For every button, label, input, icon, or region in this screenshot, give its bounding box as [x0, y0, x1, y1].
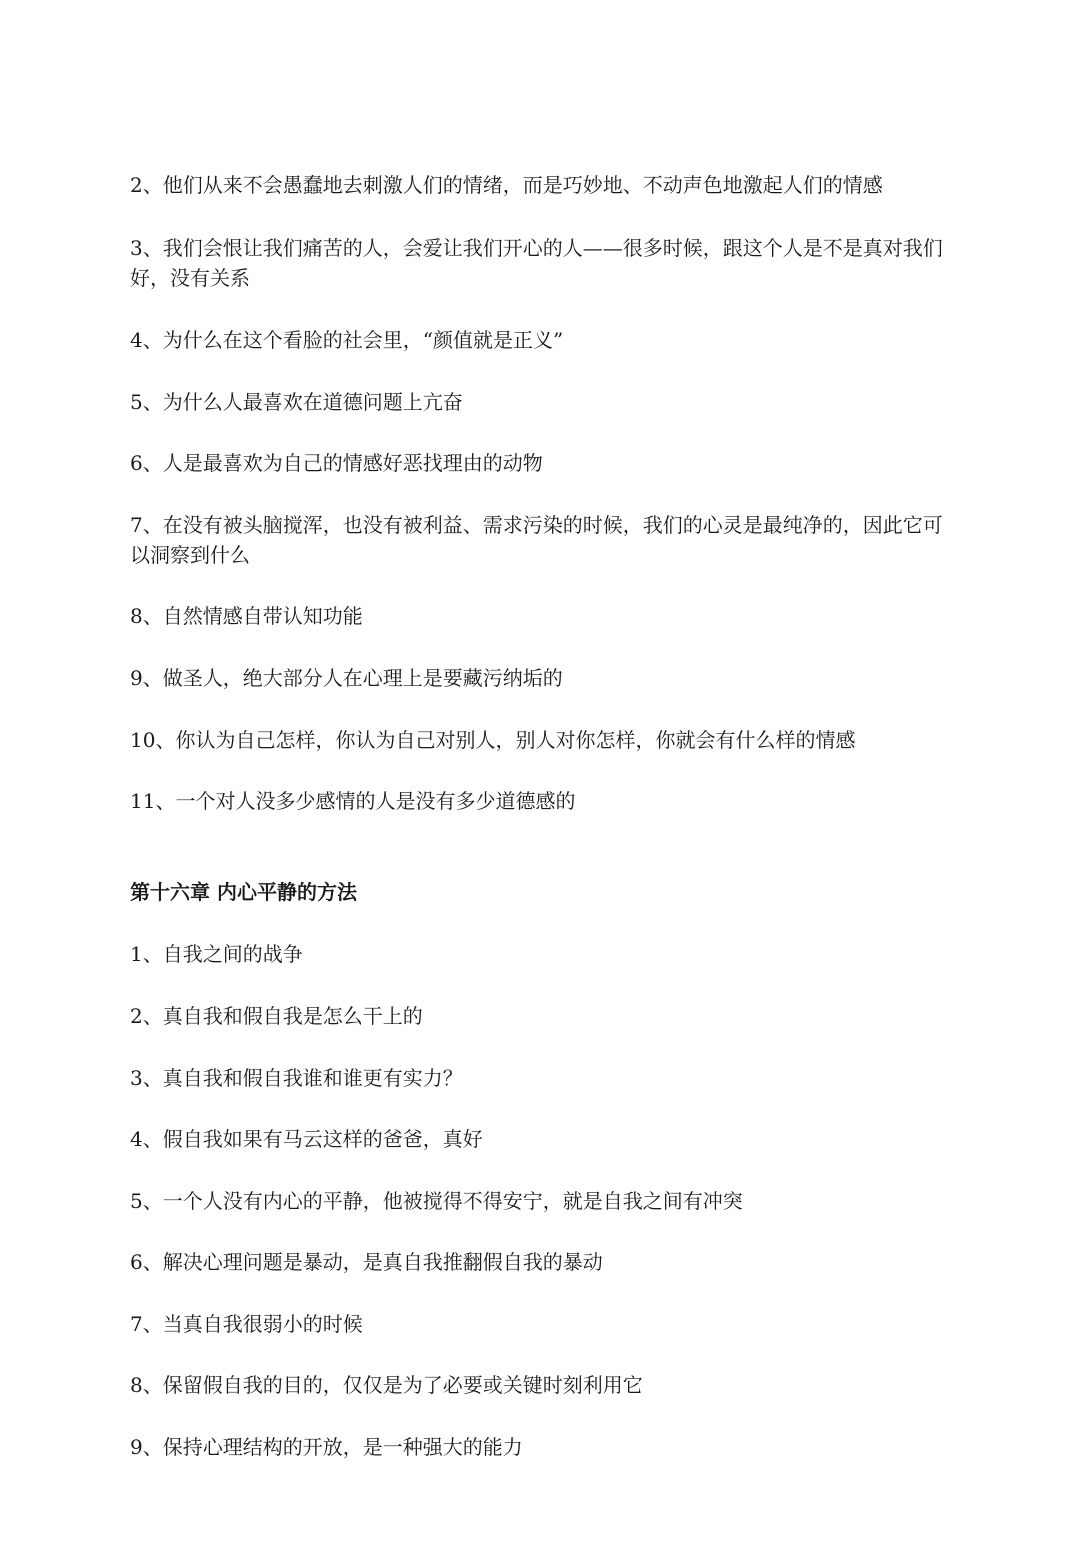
- list-item: 9、保持心理结构的开放，是一种强大的能力: [130, 1435, 523, 1459]
- list-item: 5、一个人没有内心的平静，他被搅得不得安宁，就是自我之间有冲突: [130, 1189, 743, 1213]
- chapter-heading: 第十六章 内心平静的方法: [130, 880, 357, 904]
- list-item: 10、你认为自己怎样，你认为自己对别人，别人对你怎样，你就会有什么样的情感: [130, 728, 856, 752]
- list-item: 2、他们从来不会愚蠢地去刺激人们的情绪，而是巧妙地、不动声色地激起人们的情感: [130, 173, 883, 197]
- list-item: 4、假自我如果有马云这样的爸爸，真好: [130, 1127, 483, 1151]
- list-item: 7、当真自我很弱小的时候: [130, 1312, 363, 1336]
- list-item: 2、真自我和假自我是怎么干上的: [130, 1004, 423, 1028]
- list-item: 5、为什么人最喜欢在道德问题上亢奋: [130, 390, 463, 414]
- list-item: 7、在没有被头脑搅浑，也没有被利益、需求污染的时候，我们的心灵是最纯净的，因此它可以洞察到什么: [130, 513, 943, 567]
- list-item: 3、真自我和假自我谁和谁更有实力？: [130, 1066, 463, 1090]
- list-item: 8、保留假自我的目的，仅仅是为了必要或关键时刻利用它: [130, 1373, 643, 1397]
- list-item: 6、解决心理问题是暴动，是真自我推翻假自我的暴动: [130, 1250, 603, 1274]
- list-item: 1、自我之间的战争: [130, 942, 303, 966]
- list-item: 4、为什么在这个看脸的社会里，“颜值就是正义”: [130, 328, 564, 352]
- list-item: 6、人是最喜欢为自己的情感好恶找理由的动物: [130, 451, 543, 475]
- list-item: 8、自然情感自带认知功能: [130, 604, 363, 628]
- list-item: 9、做圣人，绝大部分人在心理上是要藏污纳垢的: [130, 666, 563, 690]
- list-item: 11、一个对人没多少感情的人是没有多少道德感的: [130, 789, 576, 813]
- list-item: 3、我们会恨让我们痛苦的人，会爱让我们开心的人——很多时候，跟这个人是不是真对我们好，没有关系: [130, 236, 943, 290]
